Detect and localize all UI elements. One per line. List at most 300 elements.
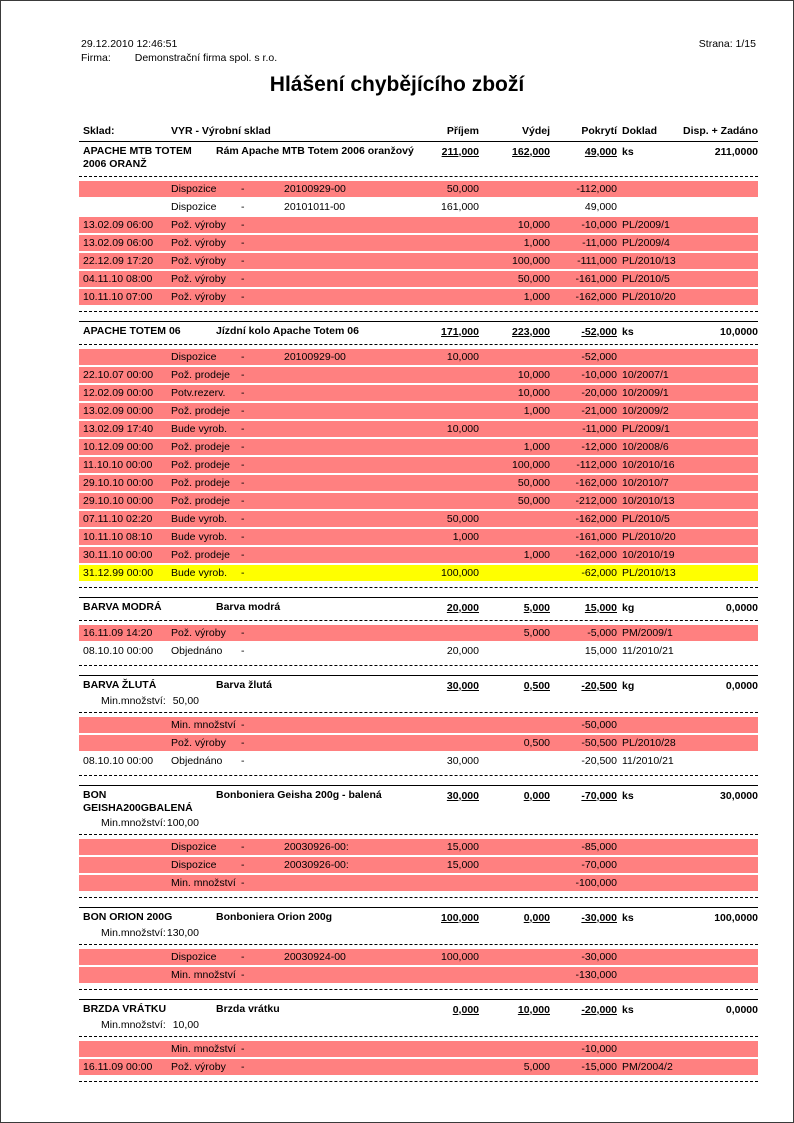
column-vydej: Výdej bbox=[521, 125, 550, 137]
row-doklad: 10/2010/13 bbox=[622, 495, 675, 507]
row-dash: - bbox=[241, 219, 245, 231]
row-type: Pož. výroby bbox=[171, 737, 226, 749]
row-type: Pož. výroby bbox=[171, 1061, 226, 1073]
item-name: Rám Apache MTB Totem 2006 oranžový bbox=[216, 145, 414, 157]
detail-row bbox=[79, 181, 758, 197]
min-quantity-value: 50,00 bbox=[172, 695, 199, 707]
detail-row bbox=[79, 457, 758, 473]
item-pokryti: -52,000 bbox=[581, 326, 617, 338]
detail-row bbox=[79, 753, 758, 769]
item-unit: ks bbox=[622, 326, 634, 338]
row-type: Dispozice bbox=[171, 183, 217, 195]
detail-rows bbox=[79, 1037, 758, 1078]
dashed-separator-bottom bbox=[79, 897, 758, 898]
row-prijem: 20,000 bbox=[446, 645, 479, 657]
row-dash: - bbox=[241, 369, 245, 381]
dashed-separator-bottom bbox=[79, 311, 758, 312]
item-section bbox=[79, 907, 758, 990]
row-dash: - bbox=[241, 627, 245, 639]
row-type: Pož. prodeje bbox=[171, 549, 230, 561]
row-prijem: 100,000 bbox=[441, 567, 479, 579]
item-pokryti: -70,000 bbox=[581, 790, 617, 802]
report-datetime: 29.12.2010 12:46:51 bbox=[81, 38, 178, 50]
row-dash: - bbox=[241, 201, 245, 213]
row-type: Min. množství bbox=[171, 969, 236, 981]
row-dash: - bbox=[241, 737, 245, 749]
row-vydej: 50,000 bbox=[517, 477, 550, 489]
detail-row bbox=[79, 349, 758, 365]
row-dash: - bbox=[241, 969, 245, 981]
item-pokryti: -30,000 bbox=[581, 912, 617, 924]
row-vydej: 1,000 bbox=[523, 237, 550, 249]
row-pokryti: -50,500 bbox=[581, 737, 617, 749]
detail-row bbox=[79, 385, 758, 401]
row-doklad: PL/2009/4 bbox=[622, 237, 670, 249]
detail-row bbox=[79, 511, 758, 527]
row-pokryti: -162,000 bbox=[575, 477, 617, 489]
row-pokryti: -21,000 bbox=[581, 405, 617, 417]
company-label: Firma: bbox=[81, 52, 111, 64]
row-type: Min. množství bbox=[171, 719, 236, 731]
row-type: Bude vyrob. bbox=[171, 567, 228, 579]
dashed-separator-bottom bbox=[79, 1081, 758, 1082]
item-vydej: 10,000 bbox=[517, 1004, 550, 1016]
row-prijem: 15,000 bbox=[446, 841, 479, 853]
dashed-separator-bottom bbox=[79, 665, 758, 666]
row-pokryti: -15,000 bbox=[581, 1061, 617, 1073]
row-type: Bude vyrob. bbox=[171, 513, 228, 525]
row-prijem: 30,000 bbox=[446, 755, 479, 767]
row-date: 07.11.10 02:20 bbox=[83, 513, 153, 525]
row-date: 12.02.09 00:00 bbox=[83, 387, 154, 399]
row-type: Pož. výroby bbox=[171, 291, 226, 303]
row-type: Dispozice bbox=[171, 859, 217, 871]
row-doklad: PL/2010/28 bbox=[622, 737, 676, 749]
row-prijem: 50,000 bbox=[446, 513, 479, 525]
row-prijem: 10,000 bbox=[446, 351, 479, 363]
row-date: 11.10.10 00:00 bbox=[83, 459, 153, 471]
item-unit: kg bbox=[622, 680, 635, 692]
detail-rows bbox=[79, 621, 758, 662]
item-pokryti: -20,500 bbox=[581, 680, 617, 692]
row-dash: - bbox=[241, 1061, 245, 1073]
warehouse-value: VYR - Výrobní sklad bbox=[171, 125, 271, 137]
detail-row bbox=[79, 625, 758, 641]
row-type: Dispozice bbox=[171, 201, 217, 213]
item-name: Bonboniera Orion 200g bbox=[216, 911, 333, 923]
item-header-row bbox=[79, 999, 758, 1019]
detail-row bbox=[79, 289, 758, 305]
row-prijem: 10,000 bbox=[446, 423, 479, 435]
item-prijem: 20,000 bbox=[446, 602, 479, 614]
item-section bbox=[79, 321, 758, 588]
row-date: 22.12.09 17:20 bbox=[83, 255, 154, 267]
item-code: BARVA MODRÁ bbox=[83, 601, 162, 613]
row-type: Pož. prodeje bbox=[171, 369, 230, 381]
row-date: 13.02.09 00:00 bbox=[83, 405, 154, 417]
row-type: Pož. prodeje bbox=[171, 459, 230, 471]
row-type: Dispozice bbox=[171, 351, 217, 363]
row-pokryti: -85,000 bbox=[581, 841, 617, 853]
row-dash: - bbox=[241, 859, 245, 871]
min-quantity-value: 100,00 bbox=[166, 817, 199, 829]
detail-row bbox=[79, 493, 758, 509]
row-document-number: 20100929-00 bbox=[284, 351, 346, 363]
row-dash: - bbox=[241, 387, 245, 399]
min-quantity-row bbox=[79, 695, 758, 709]
row-prijem: 50,000 bbox=[446, 183, 479, 195]
item-header-row bbox=[79, 675, 758, 695]
item-name: Barva žlutá bbox=[216, 679, 273, 691]
row-date: 16.11.09 00:00 bbox=[83, 1061, 153, 1073]
row-pokryti: -130,000 bbox=[575, 969, 617, 981]
row-doklad: PL/2010/13 bbox=[622, 255, 676, 267]
row-prijem: 100,000 bbox=[441, 951, 479, 963]
report-title: Hlášení chybějícího zboží bbox=[269, 73, 525, 96]
min-quantity-label: Min.množství: bbox=[101, 695, 166, 707]
row-pokryti: -10,000 bbox=[581, 369, 617, 381]
row-vydej: 1,000 bbox=[523, 549, 550, 561]
row-type: Pož. prodeje bbox=[171, 441, 230, 453]
detail-row bbox=[79, 271, 758, 287]
column-prijem: Příjem bbox=[446, 125, 479, 137]
row-document-number: 20100929-00 bbox=[284, 183, 346, 195]
detail-row bbox=[79, 475, 758, 491]
row-dash: - bbox=[241, 719, 245, 731]
item-disp-zadano: 211,0000 bbox=[714, 146, 758, 158]
item-code: BRZDA VRÁTKU bbox=[83, 1003, 167, 1015]
dashed-separator-bottom bbox=[79, 775, 758, 776]
item-code: APACHE TOTEM 06 bbox=[83, 325, 181, 337]
item-unit: kg bbox=[622, 602, 635, 614]
row-dash: - bbox=[241, 237, 245, 249]
item-disp-zadano: 0,0000 bbox=[725, 680, 758, 692]
min-quantity-row bbox=[79, 1019, 758, 1033]
row-type: Pož. výroby bbox=[171, 219, 226, 231]
item-vydej: 5,000 bbox=[523, 602, 550, 614]
detail-rows bbox=[79, 177, 758, 308]
row-vydej: 100,000 bbox=[512, 459, 550, 471]
row-date: 22.10.07 00:00 bbox=[83, 369, 154, 381]
min-quantity-label: Min.množství: bbox=[101, 817, 166, 829]
item-header-row bbox=[79, 907, 758, 927]
row-dash: - bbox=[241, 513, 245, 525]
item-prijem: 0,000 bbox=[452, 1004, 479, 1016]
row-date: 13.02.09 06:00 bbox=[83, 237, 154, 249]
row-vydej: 10,000 bbox=[517, 219, 550, 231]
item-vydej: 0,000 bbox=[523, 790, 550, 802]
row-pokryti: -10,000 bbox=[581, 219, 617, 231]
detail-row bbox=[79, 839, 758, 855]
column-header-row bbox=[79, 123, 758, 141]
page-number: Strana: 1/15 bbox=[698, 38, 756, 50]
row-dash: - bbox=[241, 755, 245, 767]
min-quantity-label: Min.množství: bbox=[101, 1019, 166, 1031]
item-disp-zadano: 0,0000 bbox=[725, 1004, 758, 1016]
row-dash: - bbox=[241, 1043, 245, 1055]
row-type: Pož. výroby bbox=[171, 237, 226, 249]
item-disp-zadano: 10,0000 bbox=[720, 326, 758, 338]
column-disp-zadano: Disp. + Zadáno bbox=[683, 125, 758, 137]
item-header-row bbox=[79, 321, 758, 341]
row-dash: - bbox=[241, 645, 245, 657]
row-dash: - bbox=[241, 531, 245, 543]
row-vydej: 10,000 bbox=[517, 387, 550, 399]
item-prijem: 30,000 bbox=[446, 790, 479, 802]
item-section bbox=[79, 675, 758, 776]
item-section bbox=[79, 999, 758, 1082]
row-doklad: 10/2009/1 bbox=[622, 387, 669, 399]
item-section bbox=[79, 597, 758, 666]
item-unit: ks bbox=[622, 912, 634, 924]
row-dash: - bbox=[241, 351, 245, 363]
row-doklad: 11/2010/21 bbox=[622, 755, 674, 767]
row-pokryti: -70,000 bbox=[581, 859, 617, 871]
row-date: 10.12.09 00:00 bbox=[83, 441, 154, 453]
row-dash: - bbox=[241, 567, 245, 579]
row-doklad: PM/2009/1 bbox=[622, 627, 673, 639]
row-pokryti: 15,000 bbox=[584, 645, 617, 657]
row-vydej: 100,000 bbox=[512, 255, 550, 267]
row-doklad: 10/2008/6 bbox=[622, 441, 669, 453]
row-date: 31.12.99 00:00 bbox=[83, 567, 154, 579]
item-disp-zadano: 0,0000 bbox=[725, 602, 758, 614]
row-type: Pož. prodeje bbox=[171, 477, 230, 489]
item-name: Barva modrá bbox=[216, 601, 281, 613]
item-unit: ks bbox=[622, 790, 634, 802]
item-prijem: 30,000 bbox=[446, 680, 479, 692]
row-doklad: PM/2004/2 bbox=[622, 1061, 673, 1073]
row-doklad: PL/2010/5 bbox=[622, 273, 670, 285]
detail-row bbox=[79, 875, 758, 891]
item-disp-zadano: 100,0000 bbox=[714, 912, 758, 924]
item-header-row bbox=[79, 141, 758, 173]
row-pokryti: -161,000 bbox=[575, 531, 617, 543]
min-quantity-row bbox=[79, 927, 758, 941]
row-date: 29.10.10 00:00 bbox=[83, 477, 154, 489]
row-pokryti: -30,000 bbox=[581, 951, 617, 963]
row-dash: - bbox=[241, 951, 245, 963]
row-vydej: 1,000 bbox=[523, 405, 550, 417]
row-vydej: 5,000 bbox=[523, 627, 550, 639]
row-pokryti: -5,000 bbox=[587, 627, 617, 639]
row-date: 04.11.10 08:00 bbox=[83, 273, 153, 285]
row-dash: - bbox=[241, 477, 245, 489]
row-pokryti: -100,000 bbox=[575, 877, 617, 889]
row-type: Min. množství bbox=[171, 877, 236, 889]
detail-row bbox=[79, 857, 758, 873]
row-document-number: 20101011-00 bbox=[284, 201, 346, 213]
row-pokryti: -162,000 bbox=[575, 513, 617, 525]
row-type: Objednáno bbox=[171, 645, 223, 657]
dashed-separator-bottom bbox=[79, 989, 758, 990]
row-date: 10.11.10 08:10 bbox=[83, 531, 153, 543]
detail-row bbox=[79, 439, 758, 455]
detail-row bbox=[79, 199, 758, 215]
row-pokryti: -112,000 bbox=[576, 183, 617, 195]
item-code: BON ORION 200G bbox=[83, 911, 173, 923]
row-prijem: 1,000 bbox=[452, 531, 479, 543]
row-doklad: PL/2010/20 bbox=[622, 531, 676, 543]
item-vydej: 223,000 bbox=[512, 326, 550, 338]
detail-row bbox=[79, 1059, 758, 1075]
row-type: Objednáno bbox=[171, 755, 223, 767]
item-unit: ks bbox=[622, 1004, 634, 1016]
min-quantity-row bbox=[79, 817, 758, 831]
row-type: Dispozice bbox=[171, 841, 217, 853]
row-pokryti: -62,000 bbox=[581, 567, 617, 579]
row-type: Bude vyrob. bbox=[171, 531, 228, 543]
item-disp-zadano: 30,0000 bbox=[720, 790, 758, 802]
row-dash: - bbox=[241, 459, 245, 471]
row-doklad: PL/2009/1 bbox=[622, 219, 670, 231]
item-name: Jízdní kolo Apache Totem 06 bbox=[216, 325, 359, 337]
row-document-number: 20030926-00: bbox=[284, 859, 349, 871]
row-document-number: 20030924-00 bbox=[284, 951, 346, 963]
row-pokryti: -11,000 bbox=[582, 237, 617, 249]
item-code: APACHE MTB TOTEM 2006 ORANŽ bbox=[83, 145, 192, 170]
detail-row bbox=[79, 529, 758, 545]
row-pokryti: -212,000 bbox=[575, 495, 617, 507]
detail-row bbox=[79, 403, 758, 419]
sections-container bbox=[79, 141, 758, 1082]
item-unit: ks bbox=[622, 146, 634, 158]
row-pokryti: 49,000 bbox=[584, 201, 617, 213]
row-date: 13.02.09 17:40 bbox=[83, 423, 154, 435]
row-vydej: 50,000 bbox=[517, 273, 550, 285]
row-date: 13.02.09 06:00 bbox=[83, 219, 154, 231]
row-pokryti: -50,000 bbox=[581, 719, 617, 731]
item-header-row bbox=[79, 597, 758, 617]
row-vydej: 5,000 bbox=[523, 1061, 550, 1073]
row-pokryti: -11,000 bbox=[582, 423, 617, 435]
item-code: BON GEISHA200GBALENÁ bbox=[83, 789, 193, 814]
dashed-separator-bottom bbox=[79, 587, 758, 588]
company-name: Demonstrační firma spol. s r.o. bbox=[134, 52, 278, 64]
detail-row bbox=[79, 235, 758, 251]
item-vydej: 0,500 bbox=[523, 680, 550, 692]
row-doklad: 10/2010/19 bbox=[622, 549, 675, 561]
item-prijem: 211,000 bbox=[441, 146, 479, 158]
row-type: Dispozice bbox=[171, 951, 217, 963]
row-date: 16.11.09 14:20 bbox=[83, 627, 153, 639]
detail-row bbox=[79, 1041, 758, 1057]
detail-row bbox=[79, 367, 758, 383]
row-date: 08.10.10 00:00 bbox=[83, 755, 154, 767]
detail-row bbox=[79, 949, 758, 965]
row-type: Pož. výroby bbox=[171, 627, 226, 639]
detail-rows bbox=[79, 945, 758, 986]
row-doklad: PL/2009/1 bbox=[622, 423, 670, 435]
detail-row bbox=[79, 565, 758, 581]
row-dash: - bbox=[241, 273, 245, 285]
item-prijem: 171,000 bbox=[441, 326, 479, 338]
item-vydej: 162,000 bbox=[512, 146, 550, 158]
column-doklad: Doklad bbox=[622, 125, 658, 137]
item-section bbox=[79, 141, 758, 312]
row-pokryti: -20,000 bbox=[581, 387, 617, 399]
item-section bbox=[79, 785, 758, 898]
row-doklad: 10/2009/2 bbox=[622, 405, 669, 417]
detail-row bbox=[79, 967, 758, 983]
row-pokryti: -52,000 bbox=[581, 351, 617, 363]
item-name: Bonboniera Geisha 200g - balená bbox=[216, 789, 382, 801]
item-pokryti: -20,000 bbox=[581, 1004, 617, 1016]
item-pokryti: 49,000 bbox=[584, 146, 617, 158]
row-dash: - bbox=[241, 441, 245, 453]
min-quantity-value: 130,00 bbox=[166, 927, 199, 939]
detail-rows bbox=[79, 713, 758, 772]
row-doklad: 11/2010/21 bbox=[622, 645, 674, 657]
row-dash: - bbox=[241, 841, 245, 853]
column-pokryti: Pokrytí bbox=[581, 125, 617, 137]
row-date: 29.10.10 00:00 bbox=[83, 495, 154, 507]
row-dash: - bbox=[241, 877, 245, 889]
row-vydej: 1,000 bbox=[523, 441, 550, 453]
row-doklad: PL/2010/13 bbox=[622, 567, 676, 579]
row-doklad: PL/2010/5 bbox=[622, 513, 670, 525]
warehouse-label: Sklad: bbox=[83, 125, 115, 137]
detail-rows bbox=[79, 345, 758, 584]
row-vydej: 0,500 bbox=[523, 737, 550, 749]
row-prijem: 15,000 bbox=[446, 859, 479, 871]
detail-rows bbox=[79, 835, 758, 894]
row-dash: - bbox=[241, 405, 245, 417]
row-pokryti: -112,000 bbox=[576, 459, 617, 471]
detail-row bbox=[79, 421, 758, 437]
item-name: Brzda vrátku bbox=[216, 1003, 280, 1015]
row-document-number: 20030926-00: bbox=[284, 841, 349, 853]
row-type: Pož. prodeje bbox=[171, 495, 230, 507]
row-dash: - bbox=[241, 495, 245, 507]
row-pokryti: -12,000 bbox=[581, 441, 617, 453]
row-prijem: 161,000 bbox=[441, 201, 479, 213]
row-date: 08.10.10 00:00 bbox=[83, 645, 154, 657]
row-doklad: 10/2010/16 bbox=[622, 459, 675, 471]
row-dash: - bbox=[241, 183, 245, 195]
row-date: 30.11.10 00:00 bbox=[83, 549, 153, 561]
row-pokryti: -20,500 bbox=[581, 755, 617, 767]
row-dash: - bbox=[241, 549, 245, 561]
row-pokryti: -162,000 bbox=[575, 291, 617, 303]
row-vydej: 1,000 bbox=[523, 291, 550, 303]
item-prijem: 100,000 bbox=[441, 912, 479, 924]
detail-row bbox=[79, 735, 758, 751]
row-doklad: 10/2007/1 bbox=[622, 369, 669, 381]
row-dash: - bbox=[241, 423, 245, 435]
row-type: Potv.rezerv. bbox=[171, 387, 226, 399]
row-doklad: 10/2010/7 bbox=[622, 477, 669, 489]
detail-row bbox=[79, 547, 758, 563]
row-dash: - bbox=[241, 291, 245, 303]
item-code: BARVA ŽLUTÁ bbox=[83, 679, 157, 691]
row-type: Min. množství bbox=[171, 1043, 236, 1055]
company-line bbox=[81, 52, 277, 65]
row-vydej: 50,000 bbox=[517, 495, 550, 507]
item-vydej: 0,000 bbox=[523, 912, 550, 924]
row-date: 10.11.10 07:00 bbox=[83, 291, 153, 303]
min-quantity-label: Min.množství: bbox=[101, 927, 166, 939]
detail-row bbox=[79, 217, 758, 233]
row-pokryti: -162,000 bbox=[575, 549, 617, 561]
row-type: Bude vyrob. bbox=[171, 423, 228, 435]
row-pokryti: -161,000 bbox=[575, 273, 617, 285]
row-vydej: 10,000 bbox=[517, 369, 550, 381]
report-body bbox=[79, 123, 758, 1091]
min-quantity-value: 10,00 bbox=[172, 1019, 199, 1031]
row-type: Pož. výroby bbox=[171, 255, 226, 267]
detail-row bbox=[79, 717, 758, 733]
